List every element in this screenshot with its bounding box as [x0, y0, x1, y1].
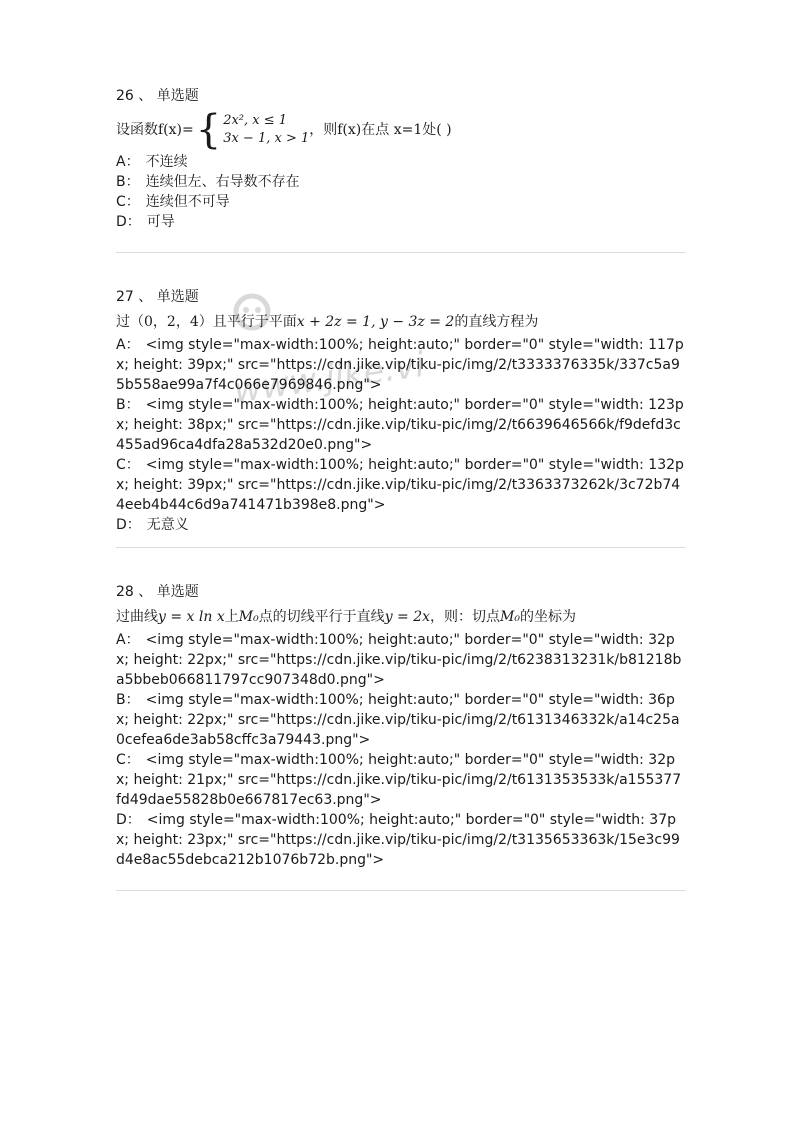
question-stem: 过曲线y = x ln x上M₀点的切线平行于直线y = 2x，则：切点M₀的坐标为: [116, 609, 576, 625]
stem-suffix: ，则f(x)在点 x=1处( ): [309, 122, 452, 138]
brace-icon: {: [195, 107, 222, 153]
question-list: [116, 86, 686, 891]
option-b[interactable]: B： <img style="max-width:100%; height:auto;" border="0" style="width: 123px; height: 38px;" src="https://cdn.jike.vip/tiku-pic/img/2/t6639646566k/f9defd3c455ad96ca4dfa28a532d20e0.png">: [116, 397, 684, 453]
stem-math: x + 2z = 1, y − 3z = 2: [296, 314, 455, 330]
option-b[interactable]: B： <img style="max-width:100%; height:auto;" border="0" style="width: 36px; height: 22px;" src="https://cdn.jike.vip/tiku-pic/img/2/t6131346332k/a14c25a0cefea6de3ab58cffc3a79443.png">: [116, 692, 680, 748]
option-c[interactable]: C： <img style="max-width:100%; height:auto;" border="0" style="width: 132px; height: 39px;" src="https://cdn.jike.vip/tiku-pic/img/2/t3363373262k/3c72b744eeb4b44c6d9a741471b398e8.png">: [116, 457, 684, 513]
question-26: [116, 86, 686, 253]
watermark-text: www.jike.vip: [231, 341, 422, 412]
question-27: [116, 287, 686, 548]
divider: [116, 547, 686, 548]
divider: [116, 252, 686, 253]
option-d[interactable]: D： 可导: [116, 214, 175, 230]
stem-prefix: 过（0，2，4）且平行于平面: [116, 314, 297, 330]
divider: [116, 890, 686, 891]
option-a[interactable]: A： 不连续: [116, 154, 188, 170]
piecewise-function: [194, 107, 310, 153]
option-d[interactable]: D： <img style="max-width:100%; height:auto;" border="0" style="width: 37px; height: 23px;" src="https://cdn.jike.vip/tiku-pic/img/2/t3135653363k/15e3c99d4e8ac55debca212b1076b72b.png">: [116, 812, 680, 868]
question-28: [116, 582, 686, 891]
option-a[interactable]: A： <img style="max-width:100%; height:auto;" border="0" style="width: 117px; height: 39px;" src="https://cdn.jike.vip/tiku-pic/img/2/t3333376335k/337c5a95b558ae99a7f4c066e7969846.png">: [116, 337, 684, 393]
question-header: 28 、 单选题: [116, 584, 199, 600]
stem-prefix: 设函数f(x)=: [116, 122, 194, 138]
question-header: 27 、 单选题: [116, 289, 199, 305]
question-stem: [116, 107, 686, 153]
option-b[interactable]: B： 连续但左、右导数不存在: [116, 174, 300, 190]
case-1: 2x², x ≤ 1: [223, 113, 288, 128]
question-stem: [116, 311, 686, 333]
stem-suffix: 的直线方程为: [454, 314, 539, 330]
case-2: 3x − 1, x > 1: [223, 131, 310, 146]
option-c[interactable]: C： <img style="max-width:100%; height:auto;" border="0" style="width: 32px; height: 21px;" src="https://cdn.jike.vip/tiku-pic/img/2/t6131353533k/a155377fd49dae55828b0e667817ec63.png">: [116, 752, 682, 808]
option-a[interactable]: A： <img style="max-width:100%; height:auto;" border="0" style="width: 32px; height: 22px;" src="https://cdn.jike.vip/tiku-pic/img/2/t6238313231k/b81218ba5bbeb066811797cc907348d0.png">: [116, 632, 682, 688]
question-header: 26 、 单选题: [116, 88, 199, 104]
option-c[interactable]: C： 连续但不可导: [116, 194, 230, 210]
option-d[interactable]: D： 无意义: [116, 517, 189, 533]
